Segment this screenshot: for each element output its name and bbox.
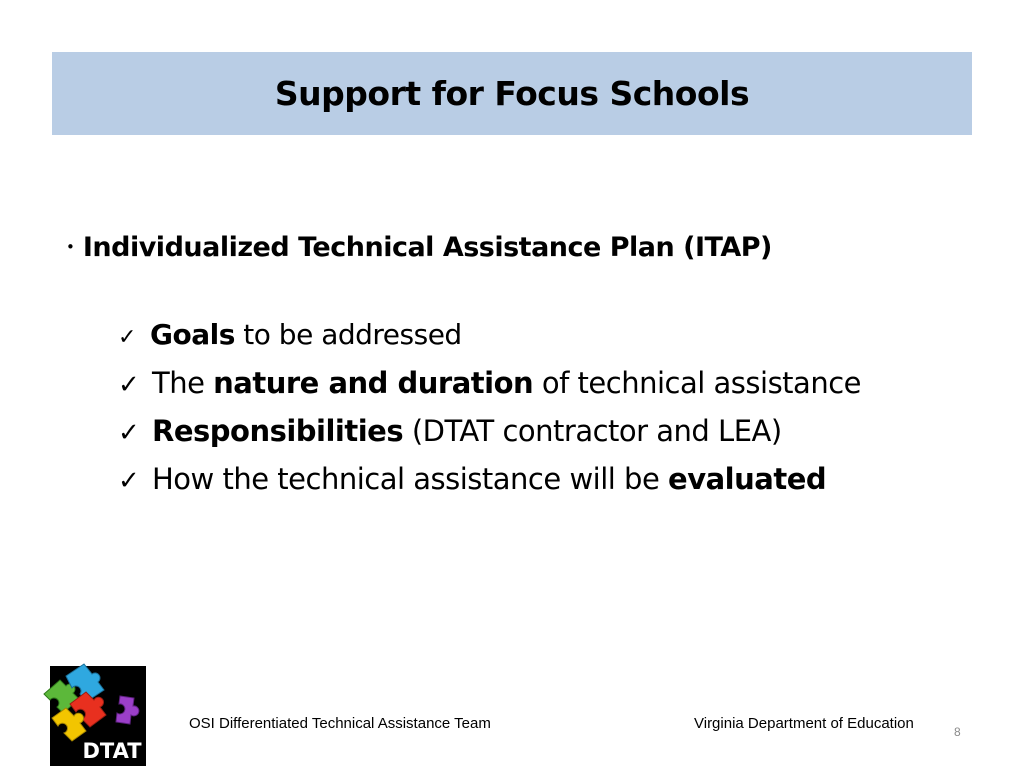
checklist — [118, 318, 861, 510]
footer-team-name: OSI Differentiated Technical Assistance Team — [189, 715, 491, 732]
checklist-text-plain: of technical assistance — [533, 366, 861, 400]
dtat-logo — [30, 656, 155, 766]
checklist-text-bold: Responsibilities — [152, 414, 404, 448]
footer-organization: Virginia Department of Education — [694, 715, 914, 732]
main-bullet-text: Individualized Technical Assistance Plan (ITAP) — [82, 232, 772, 263]
slide-title: Support for Focus Schools — [274, 74, 750, 113]
checklist-text-bold: Goals — [150, 318, 235, 351]
bullet-icon: • — [66, 238, 75, 256]
checkmark-icon: ✓ — [118, 418, 140, 448]
logo-text: DTAT — [82, 739, 142, 763]
checklist-text-plain: The — [152, 366, 214, 400]
checkmark-icon: ✓ — [118, 325, 136, 350]
checklist-text-plain: How the technical assistance will be — [152, 462, 669, 496]
checklist-text-plain: (DTAT contractor and LEA) — [403, 414, 782, 448]
main-bullet — [66, 232, 772, 263]
title-bar — [52, 52, 972, 135]
checklist-text-plain: to be addressed — [234, 318, 462, 351]
checklist-item-goals — [118, 318, 861, 366]
checkmark-icon: ✓ — [118, 466, 140, 496]
page-number: 8 — [954, 725, 961, 739]
checklist-item-evaluated — [118, 462, 861, 510]
checkmark-icon: ✓ — [118, 370, 140, 400]
checklist-item-nature-duration — [118, 366, 861, 414]
checklist-text-bold: evaluated — [668, 462, 827, 496]
checklist-text-bold: nature and duration — [213, 366, 534, 400]
checklist-item-responsibilities — [118, 414, 861, 462]
